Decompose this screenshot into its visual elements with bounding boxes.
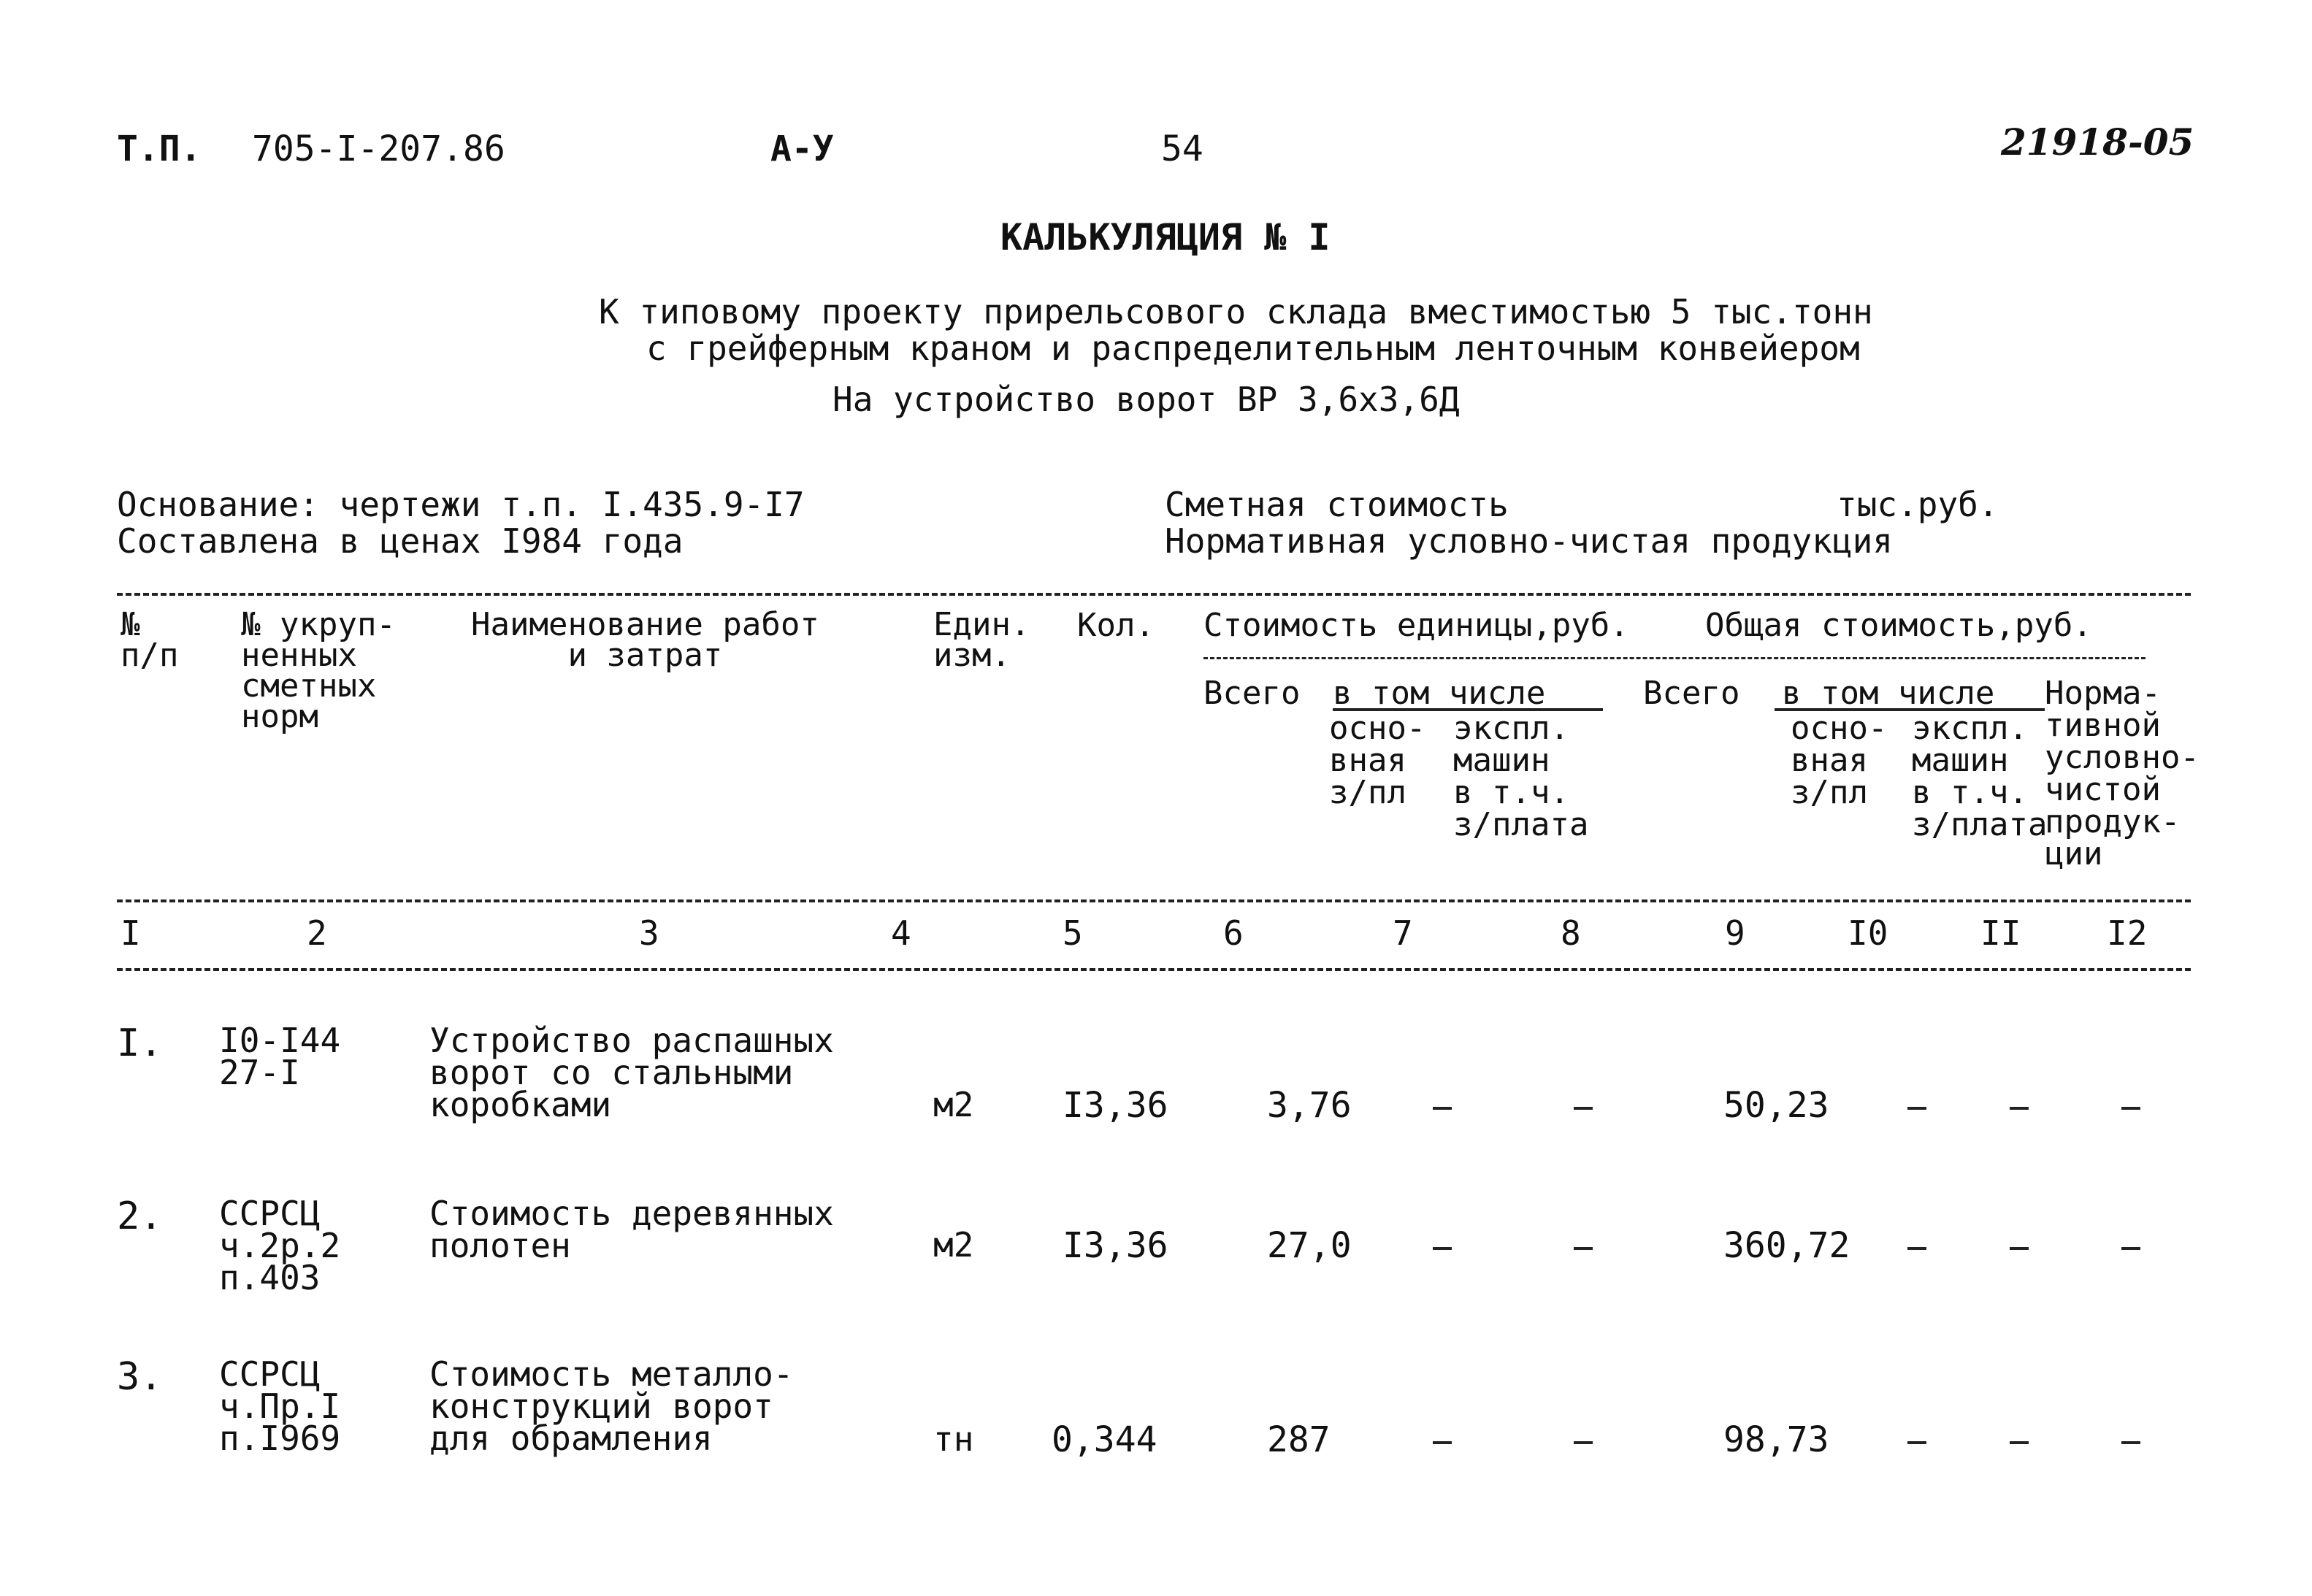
col-number-10: I0 <box>1848 913 1888 953</box>
row-norm: I0-I44 27-I <box>219 1021 341 1092</box>
col-number-12: I2 <box>2107 913 2148 953</box>
header-total-basic: осно- вная з/пл <box>1791 710 1888 811</box>
row-total-mach-dash <box>2010 1441 2029 1444</box>
col-number-5: 5 <box>1063 913 1083 953</box>
album-code: А-У <box>770 128 834 169</box>
subtitle-line-1: К типовому проекту прирельсового склада вместимостью 5 тыс.тонн <box>599 292 1873 331</box>
row-unit-basic-dash <box>1433 1107 1452 1110</box>
header-unit-total: Всего <box>1203 675 1301 712</box>
row-unit-basic-dash <box>1433 1247 1452 1250</box>
header-unit-mach: экспл. машин в т.ч. з/плата <box>1453 710 1589 843</box>
row-total: 50,23 <box>1723 1085 1829 1126</box>
row-total-basic-dash <box>1907 1247 1926 1250</box>
row-total: 360,72 <box>1723 1225 1850 1266</box>
header-cost-divider <box>1203 657 2146 659</box>
col-number-2: 2 <box>307 913 327 953</box>
row-total-mach-dash <box>2010 1107 2029 1110</box>
header-total-cost: Общая стоимость,руб. <box>1705 607 2092 644</box>
col-number-9: 9 <box>1725 913 1745 953</box>
header-unit-incl: в том числе <box>1333 675 1546 712</box>
row-unit-mach-dash <box>1574 1441 1593 1444</box>
col-number-7: 7 <box>1393 913 1413 953</box>
header-name: Наименование работ и затрат <box>471 606 819 674</box>
column-numbers-bottom-rule <box>117 968 2191 971</box>
header-total-mach: экспл. машин в т.ч. з/плата <box>1912 710 2048 843</box>
row-qty: I3,36 <box>1063 1085 1168 1126</box>
row-name: Устройство распашных ворот со стальными коробками <box>429 1021 834 1124</box>
col-number-11: II <box>1980 913 2021 953</box>
normative-label: Нормативная условно-чистая продукция <box>1165 521 1893 561</box>
row-unit-basic-dash <box>1433 1441 1452 1444</box>
row-total-mach-dash <box>2010 1247 2029 1250</box>
row-num: 3. <box>117 1355 163 1399</box>
col-number-8: 8 <box>1561 913 1581 953</box>
series-label: Т.П. <box>117 128 202 169</box>
row-unit-total: 287 <box>1267 1419 1331 1460</box>
row-unit-mach-dash <box>1574 1107 1593 1110</box>
row-unit: м2 <box>933 1225 974 1265</box>
header-unit-cost: Стоимость единицы,руб. <box>1203 607 1629 644</box>
table-top-rule <box>117 593 2191 596</box>
row-unit-mach-dash <box>1574 1247 1593 1250</box>
column-numbers-top-rule <box>117 899 2191 902</box>
row-unit: тн <box>933 1419 974 1459</box>
col-number-3: 3 <box>639 913 659 953</box>
row-qty: 0,344 <box>1052 1419 1157 1460</box>
header-normative: Норма- тивной условно- чистой продук- ции <box>2045 675 2200 872</box>
row-num: I. <box>117 1021 163 1065</box>
col-number-1: I <box>120 913 141 953</box>
col-number-4: 4 <box>891 913 911 953</box>
basis-line-2: Составлена в ценах I984 года <box>117 521 684 561</box>
row-norm: ССРСЦ ч.2р.2 п.403 <box>219 1194 341 1297</box>
subtitle-line-2: с грейферным краном и распределительным ленточным конвейером <box>646 329 1860 368</box>
row-total-basic-dash <box>1907 1107 1926 1110</box>
header-unit-basic: осно- вная з/пл <box>1329 710 1426 811</box>
cost-label: Сметная стоимость <box>1165 485 1509 524</box>
inventory-number: 21918-05 <box>2001 120 2194 164</box>
header-unit: Един. изм. <box>933 606 1030 674</box>
header-total-total: Всего <box>1643 675 1740 712</box>
basis-line-1: Основание: чертежи т.п. I.435.9-I7 <box>117 485 805 524</box>
row-norm: ССРСЦ ч.Пр.I п.I969 <box>219 1354 341 1458</box>
header-num: № п/п <box>120 606 179 674</box>
row-normative-dash <box>2121 1107 2140 1110</box>
row-total-basic-dash <box>1907 1441 1926 1444</box>
header-qty: Кол. <box>1077 607 1155 644</box>
row-unit: м2 <box>933 1085 974 1124</box>
project-code: 705-I-207.86 <box>252 128 505 169</box>
row-total: 98,73 <box>1723 1419 1829 1460</box>
subtitle-line-3: На устройство ворот ВР 3,6х3,6Д <box>832 380 1460 419</box>
header-total-incl: в том числе <box>1782 675 1995 712</box>
row-normative-dash <box>2121 1441 2140 1444</box>
page-number: 54 <box>1161 128 1203 169</box>
header-norm: № укруп- ненных сметных норм <box>241 606 396 735</box>
row-unit-total: 3,76 <box>1267 1085 1352 1126</box>
col-number-6: 6 <box>1223 913 1244 953</box>
row-qty: I3,36 <box>1063 1225 1168 1266</box>
row-name: Стоимость деревянных полотен <box>429 1194 834 1265</box>
row-name: Стоимость металло- конструкций ворот для обрамления <box>429 1354 794 1458</box>
cost-unit: тыс.руб. <box>1837 485 1999 524</box>
document-title: КАЛЬКУЛЯЦИЯ № I <box>1000 216 1331 258</box>
row-unit-total: 27,0 <box>1267 1225 1352 1266</box>
row-num: 2. <box>117 1194 163 1238</box>
row-normative-dash <box>2121 1247 2140 1250</box>
